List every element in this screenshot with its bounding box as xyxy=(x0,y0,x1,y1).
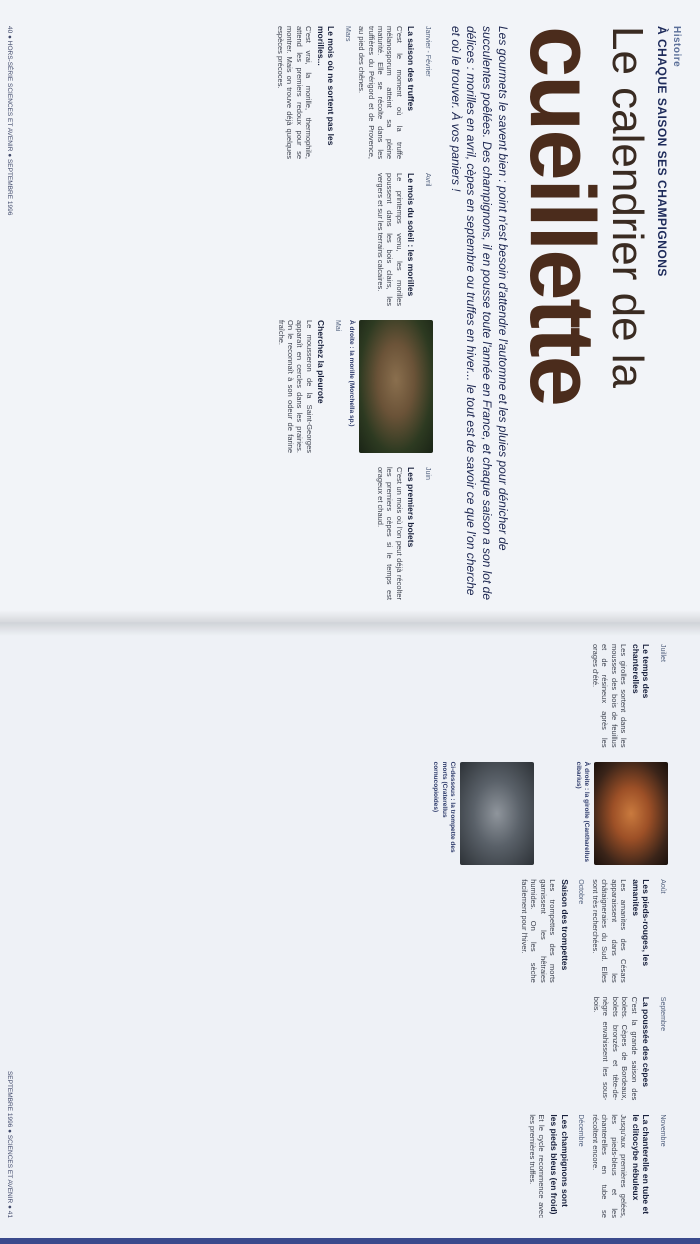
month-label: Juin xyxy=(424,467,432,480)
title-line-2: cueillette xyxy=(511,26,613,405)
month-label: Mars xyxy=(343,26,351,42)
body-text: Les trompettes des morts garnissent les hêtraies humides. On les sèche facilement pour l'hiver. xyxy=(520,879,558,983)
body-text: C'est la grande saison des bolets. Cèpes de Bordeaux, bolets bronzés et tête-de-nègre envahissent les sous-bois. xyxy=(592,996,639,1101)
photo-caption: À droite : la morille (Morchella sp.) xyxy=(348,320,356,427)
morel-photo xyxy=(359,320,433,453)
section-heading: Les pieds-rouges, les amanites xyxy=(630,879,652,967)
month-label: Août xyxy=(659,879,666,894)
right-page xyxy=(0,622,700,1244)
section-heading: Les champignons sont les pieds bleus (en froid) xyxy=(549,1114,570,1215)
trompette-photo xyxy=(460,762,534,866)
section-heading: Le mois du soleil : les morilles xyxy=(406,173,417,297)
month-label: Avril xyxy=(424,173,432,187)
column xyxy=(271,320,437,453)
body-text: Le printemps venu, les morilles poussent dans les bois clairs, les vergers et sur les terrains calcaires. xyxy=(376,173,404,306)
column xyxy=(431,644,672,748)
page-gutter xyxy=(0,610,700,636)
section-heading: La saison des truffes xyxy=(406,26,417,112)
body-text: C'est le moment où la truffe mélanosporum atteint sa pleine maturité. Elle se récolte dans les truffières du Périgord et de Provence, au pied des chênes. xyxy=(357,26,404,159)
column xyxy=(271,26,437,159)
month-label: Décembre xyxy=(577,1114,585,1147)
kicker: À CHAQUE SAISON SES CHAMPIGNONS xyxy=(655,26,669,277)
month-label: Janvier - Février xyxy=(424,26,432,77)
month-label: Mai xyxy=(334,320,342,332)
column xyxy=(431,997,672,1101)
section-heading: Saison des trompettes xyxy=(559,879,570,971)
column xyxy=(271,467,437,600)
column xyxy=(431,1114,672,1218)
folio-left: 40 ● HORS-SÉRIE SCIENCES ET AVENIR ● SEPTEMBRE 1996 xyxy=(6,26,13,216)
article-columns xyxy=(271,26,437,600)
month-label: Juillet xyxy=(659,644,666,662)
body-text: Les amanites des Césars apparaissent dans les châtaigneraies du Sud. Elles sont très recherchées. xyxy=(590,879,628,983)
column xyxy=(431,879,672,983)
body-text: Le mousseron de la Saint-Georges apparaît en cercles dans les prairies. On le reconnaît à son odeur de farine fraîche. xyxy=(276,320,314,453)
section-heading: Le temps des chanterelles xyxy=(630,644,652,699)
body-text: Jusqu'aux premières gelées, les pieds-bleus et les chanterelles en tube se récoltent encore. xyxy=(590,1114,628,1218)
column xyxy=(431,762,672,866)
page-edge-stripe xyxy=(0,1238,700,1244)
girolle-photo xyxy=(594,762,668,866)
column xyxy=(271,173,437,306)
photo-caption: Ci-dessous : la trompette des morts (Craterellus cornucopioides) xyxy=(432,761,456,853)
section-heading: Cherchez la pleurote xyxy=(316,320,327,404)
month-label: Octobre xyxy=(577,879,585,905)
body-text: C'est un mois où l'on peut déjà récolter les premiers cèpes si le temps est orageux et chaud. xyxy=(376,467,404,600)
month-label: Septembre xyxy=(659,996,666,1032)
section-heading: Le mois où ne sortent pas les morilles... xyxy=(315,26,337,146)
section-heading: La poussée des cèpes xyxy=(641,996,652,1088)
section-heading: Les premiers bolets xyxy=(406,467,417,548)
section-heading: La chanterelle en tube et le clitocybe nébuleux xyxy=(630,1114,652,1215)
body-text: Les girolles sortent dans les mousses des bois de feuillus et de résineux après les orages d'été. xyxy=(590,644,628,748)
photo-caption: À droite : la girolle (Cantharellus cibarius) xyxy=(574,761,590,862)
month-label: Novembre xyxy=(659,1114,666,1147)
article-columns xyxy=(431,644,672,1218)
rubric: Histoire xyxy=(671,26,682,68)
folio-right: SEPTEMBRE 1996 ● SCIENCES ET AVENIR ● 41 xyxy=(6,1070,13,1218)
lede-paragraph: Les gourmets le savent bien : point n'est besoin d'attendre l'automne et les pluies pour dénicher de succulentes poêlées. Des champignons, il en pousse toute l'année en France, et chaque saison a son lot de délices : morilles en avril, cèpes en septembre ou truffes en hiver... le tout est de savoir ce que l'on cherche et où le trouver. À vos paniers ! xyxy=(448,26,510,600)
body-text: C'est vrai, la morille, thermophile, attend les premiers redoux pour se montrer. Mais on trouve déjà quelques espèces précoces. xyxy=(275,26,313,159)
title-line-1: Le calendrier de la xyxy=(603,26,652,389)
body-text: Et le cycle recommence avec les premières truffes. xyxy=(528,1114,547,1218)
